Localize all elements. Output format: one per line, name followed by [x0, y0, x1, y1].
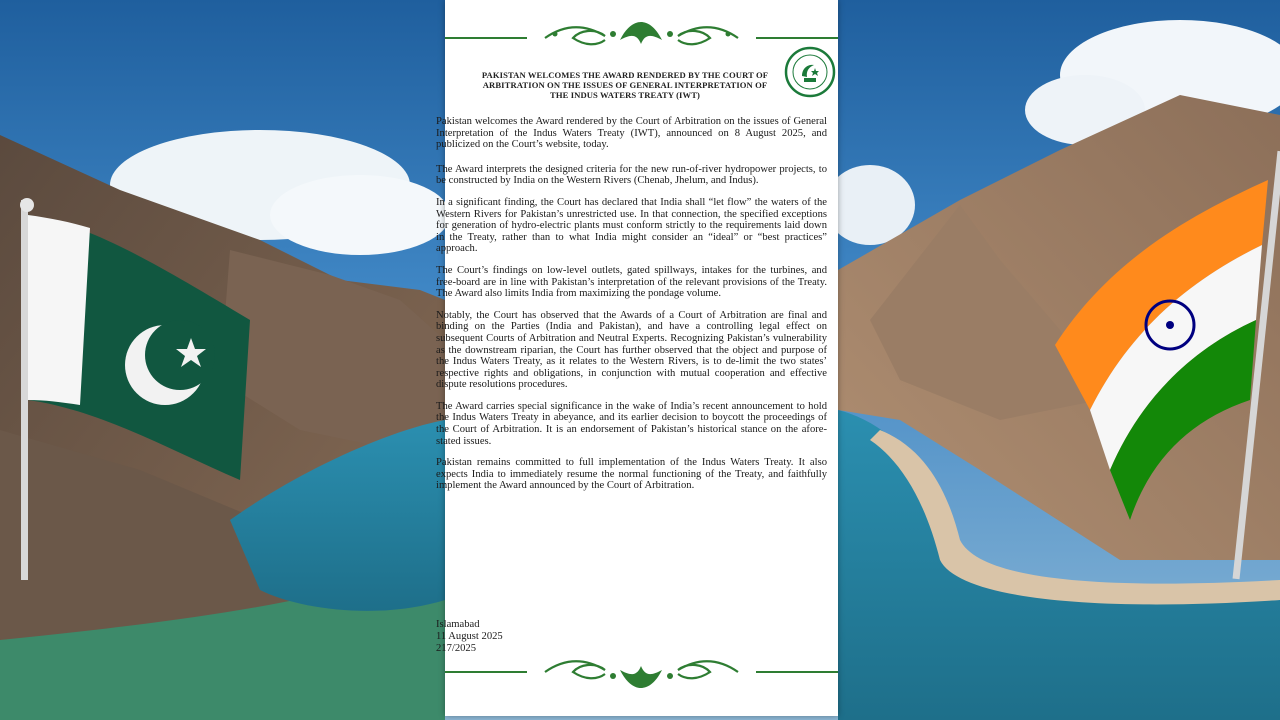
ministry-seal-icon [784, 46, 836, 98]
signoff-date: 11 August 2025 [436, 631, 503, 642]
title-line: THE INDUS WATERS TREATY (IWT) [550, 90, 700, 100]
cloud [825, 165, 915, 245]
press-release-document [436, 0, 838, 716]
title-line: PAKISTAN WELCOMES THE AWARD RENDERED BY THE COURT OF [481, 70, 769, 80]
paragraph: In a significant finding, the Court has declared that India shall “let flow” the waters of the Western Rivers for Pakistan’s unrestricted use. In that connection, the specified exceptions for generation of hydro-electric plants must conform strictly to the requirements laid down in the Treaty, rather than to what India might consider an “ideal” or “best practices” approach. [436, 196, 827, 255]
paragraph: The Court’s findings on low-level outlets, gated spillways, intakes for the turbines, and free-board are in line with Pakistan’s interpretation of the relevant provisions of the Treaty. The Award also limits India from maximizing the pondage volume. [436, 264, 827, 300]
floral-ornament-icon [445, 18, 838, 58]
signoff-block [436, 619, 636, 655]
paragraph: Notably, the Court has observed that the Awards of a Court of Arbitration are final and binding on the Parties (India and Pakistan), and have a controlling legal effect on subsequent Courts of Arbitration and Neutral Experts. Recognizing Pakistan’s vulnerability as the downstream riparian, the Court has further observed that the object and purpose of the Indus Waters Treaty, as it relates to the Western Rivers, is to de-limit the two states’ respective rights and obligations, in conjunction with mutual cooperation and effective dispute resolutions procedures. [436, 309, 827, 391]
paragraph: Pakistan remains committed to full implementation of the Indus Waters Treaty. It also expects India to immediately resume the normal functioning of the Treaty, and faithfully implement the Award announced by the Court of Arbitration. [436, 457, 827, 492]
paragraph: Pakistan welcomes the Award rendered by the Court of Arbitration on the issues of General Interpretation of the Indus Waters Treaty (IWT), announced on 8 August 2025, and publicized on the Court’s website, today. [436, 116, 827, 151]
floral-ornament-icon [445, 652, 838, 692]
signoff-place: Islamabad [436, 619, 480, 630]
signoff-number: 217/2025 [436, 643, 477, 654]
document-title [465, 70, 785, 100]
document-body [436, 116, 827, 502]
paragraph: The Award carries special significance in the wake of India’s recent announcement to hold the Indus Waters Treaty in abeyance, and its earlier decision to boycott the proceedings of the Court of Arbitration. It is an endorsement of Pakistan’s historical stance on the afore-stated issues. [436, 400, 827, 447]
cloud [270, 175, 450, 255]
paragraph: The Award interprets the designed criteria for the new run-of-river hydropower projects, to be constructed by India on the Western Rivers (Chenab, Jhelum, and Indus). [436, 163, 827, 187]
title-line: ARBITRATION ON THE ISSUES OF GENERAL INTERPRETATION OF [482, 80, 768, 90]
